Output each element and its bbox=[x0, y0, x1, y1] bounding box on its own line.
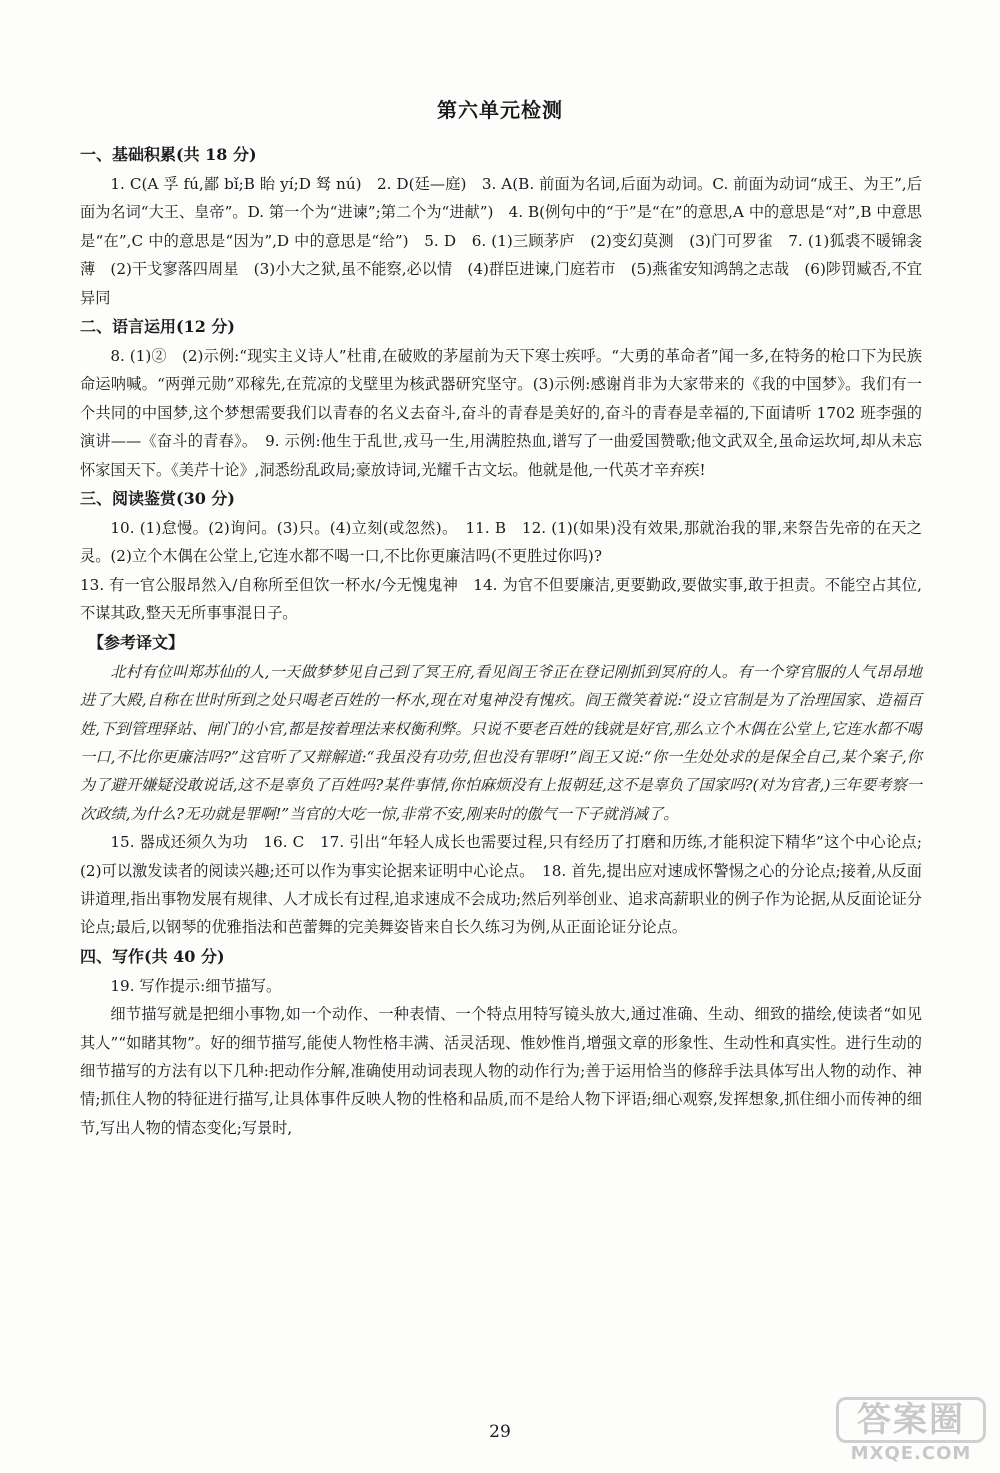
basics-answers: 1. C(A 孚 fú,鄙 bǐ;B 眙 yí;D 驽 nú) 2. D(廷—庭) 3. A(B. 前面为名词,后面为动词。C. 前面为动词“成王、为王”,后面为名词“大王、皇帝”。D. 第一个为“进谏”;第二个为“进献”) 4. B(例句中的“于”是“在”的意思,A 中的意思是“对”,B 中意思是“在”,C 中的意思是“因为”,D 中的意思是“给”) 5. D 6. (1)三顾茅庐 (2)变幻莫测 (3)门可罗雀 7. (1)狐裘不暖锦衾薄 (2)干戈寥落四周星 (3)小大之狱,虽不能察,必以情 (4)群臣进谏,门庭若市 (5)燕雀安知鸿鹄之志哉 (6)陟罚臧否,不宜异同 bbox=[80, 175, 922, 307]
page-number: 29 bbox=[489, 1422, 511, 1442]
page-title: 第六单元检测 bbox=[437, 98, 563, 122]
language-answers: 8. (1)② (2)示例:“现实主义诗人”杜甫,在破败的茅屋前为天下寒士疾呼。“大勇的革命者”闻一多,在特务的枪口下为民族命运呐喊。“两弹元勋”邓稼先,在荒凉的戈壁里为核武器研究坚守。(3)示例:感谢肖非为大家带来的《我的中国梦》。我们有一个共同的中国梦,这个梦想需要我们以青春的名义去奋斗,奋斗的青春是美好的,奋斗的青春是幸福的,下面请听 1702 班李强的演讲——《奋斗的青春》。 9. 示例:他生于乱世,戎马一生,用满腔热血,谱写了一曲爱国赞歌;他文武双全,虽命运坎坷,却从未忘怀家国天下。《美芹十论》,洞悉纷乱政局;豪放诗词,光耀千古文坛。他就是他,一代英才辛弃疾! bbox=[80, 347, 922, 479]
reading-answers-2: 13. 有一官公服昂然入/自称所至但饮一杯水/今无愧鬼神 14. 为官不但要廉洁,更要勤政,要做实事,敢于担责。不能空占其位,不谋其政,整天无所事事混日子。 bbox=[80, 575, 922, 623]
watermark-bottom-text: MXQE.COM bbox=[850, 1443, 972, 1464]
section-heading-reading: 三、阅读鉴赏(30 分) bbox=[80, 489, 235, 509]
section-heading-writing: 四、写作(共 40 分) bbox=[80, 946, 225, 966]
watermark-logo bbox=[836, 1397, 986, 1465]
writing-guidance: 细节描写就是把细小事物,如一个动作、一种表情、一个特点用特写镜头放大,通过准确、生动、细致的描绘,使读者“如见其人”“如睹其物”。好的细节描写,能使人物性格丰满、活灵活现、惟妙惟肖,增强文章的形象性、生动性和真实性。进行生动的细节描写的方法有以下几种:把动作分解,准确使用动词表现人物的动作行为;善于运用恰当的修辞手法具体写出人物的动作、神情;抓住人物的特征进行描写,让具体事件反映人物的性格和品质,而不是给人物下评语;细心观察,发挥想象,抓住细小而传神的细节,写出人物的情态变化;写景时, bbox=[80, 1005, 922, 1137]
reading-answers-3: 15. 器成还须久为功 16. C 17. 引出“年轻人成长也需要过程,只有经历了打磨和历练,才能积淀下精华”这个中心论点;(2)可以激发读者的阅读兴趣;还可以作为事实论据来证明中心论点。 18. 首先,提出应对速成怀警惕之心的分论点;接着,从反面讲道理,指出事物发展有规律、人才成长有过程,追求速成不会成功;然后列举创业、追求高薪职业的例子作为论据,从反面论证分论点;最后,以钢琴的优雅指法和芭蕾舞的完美舞姿皆来自长久练习为例,从正面论证分论点。 bbox=[80, 833, 922, 937]
reading-answers-1: 10. (1)怠慢。(2)询问。(3)只。(4)立刻(或忽然)。 11. B 12. (1)(如果)没有效果,那就治我的罪,来祭告先帝的在天之灵。(2)立个木偶在公堂上,它连水都不喝一口,不比你更廉洁吗(不更胜过你吗)? bbox=[80, 519, 922, 566]
section-heading-basics: 一、基础积累(共 18 分) bbox=[80, 145, 257, 164]
answer-content bbox=[80, 140, 922, 1142]
reference-translation: 北村有位叫郑苏仙的人,一天做梦梦见自己到了冥王府,看见阎王爷正在登记刚抓到冥府的人。有一个穿官服的人气昂昂地进了大殿,自称在世时所到之处只喝老百姓的一杯水,现在对鬼神没有愧疚。阎王微笑着说:“设立官制是为了治理国家、造福百姓,下到管理驿站、闸门的小官,都是按着理法来权衡利弊。只说不要老百姓的钱就是好官,那么立个木偶在公堂上,它连水都不喝一口,不比你更廉洁吗?”这官听了又辩解道:“我虽没有功劳,但也没有罪呀!”阎王又说:“你一生处处求的是保全自己,某个案子,你为了避开嫌疑没敢说话,这不是辜负了百姓吗?某件事情,你怕麻烦没有上报朝廷,这不是辜负了国家吗?(对为官者,)三年要考察一次政绩,为什么?无功就是罪啊!”当官的大吃一惊,非常不安,刚来时的傲气一下子就消减了。 bbox=[80, 662, 922, 823]
section-heading-language: 二、语言运用(12 分) bbox=[80, 317, 235, 337]
reference-translation-heading: 【参考译文】 bbox=[88, 632, 185, 652]
watermark-top-text: 答案圈 bbox=[836, 1397, 986, 1443]
writing-prompt: 19. 写作提示:细节描写。 bbox=[110, 976, 282, 995]
